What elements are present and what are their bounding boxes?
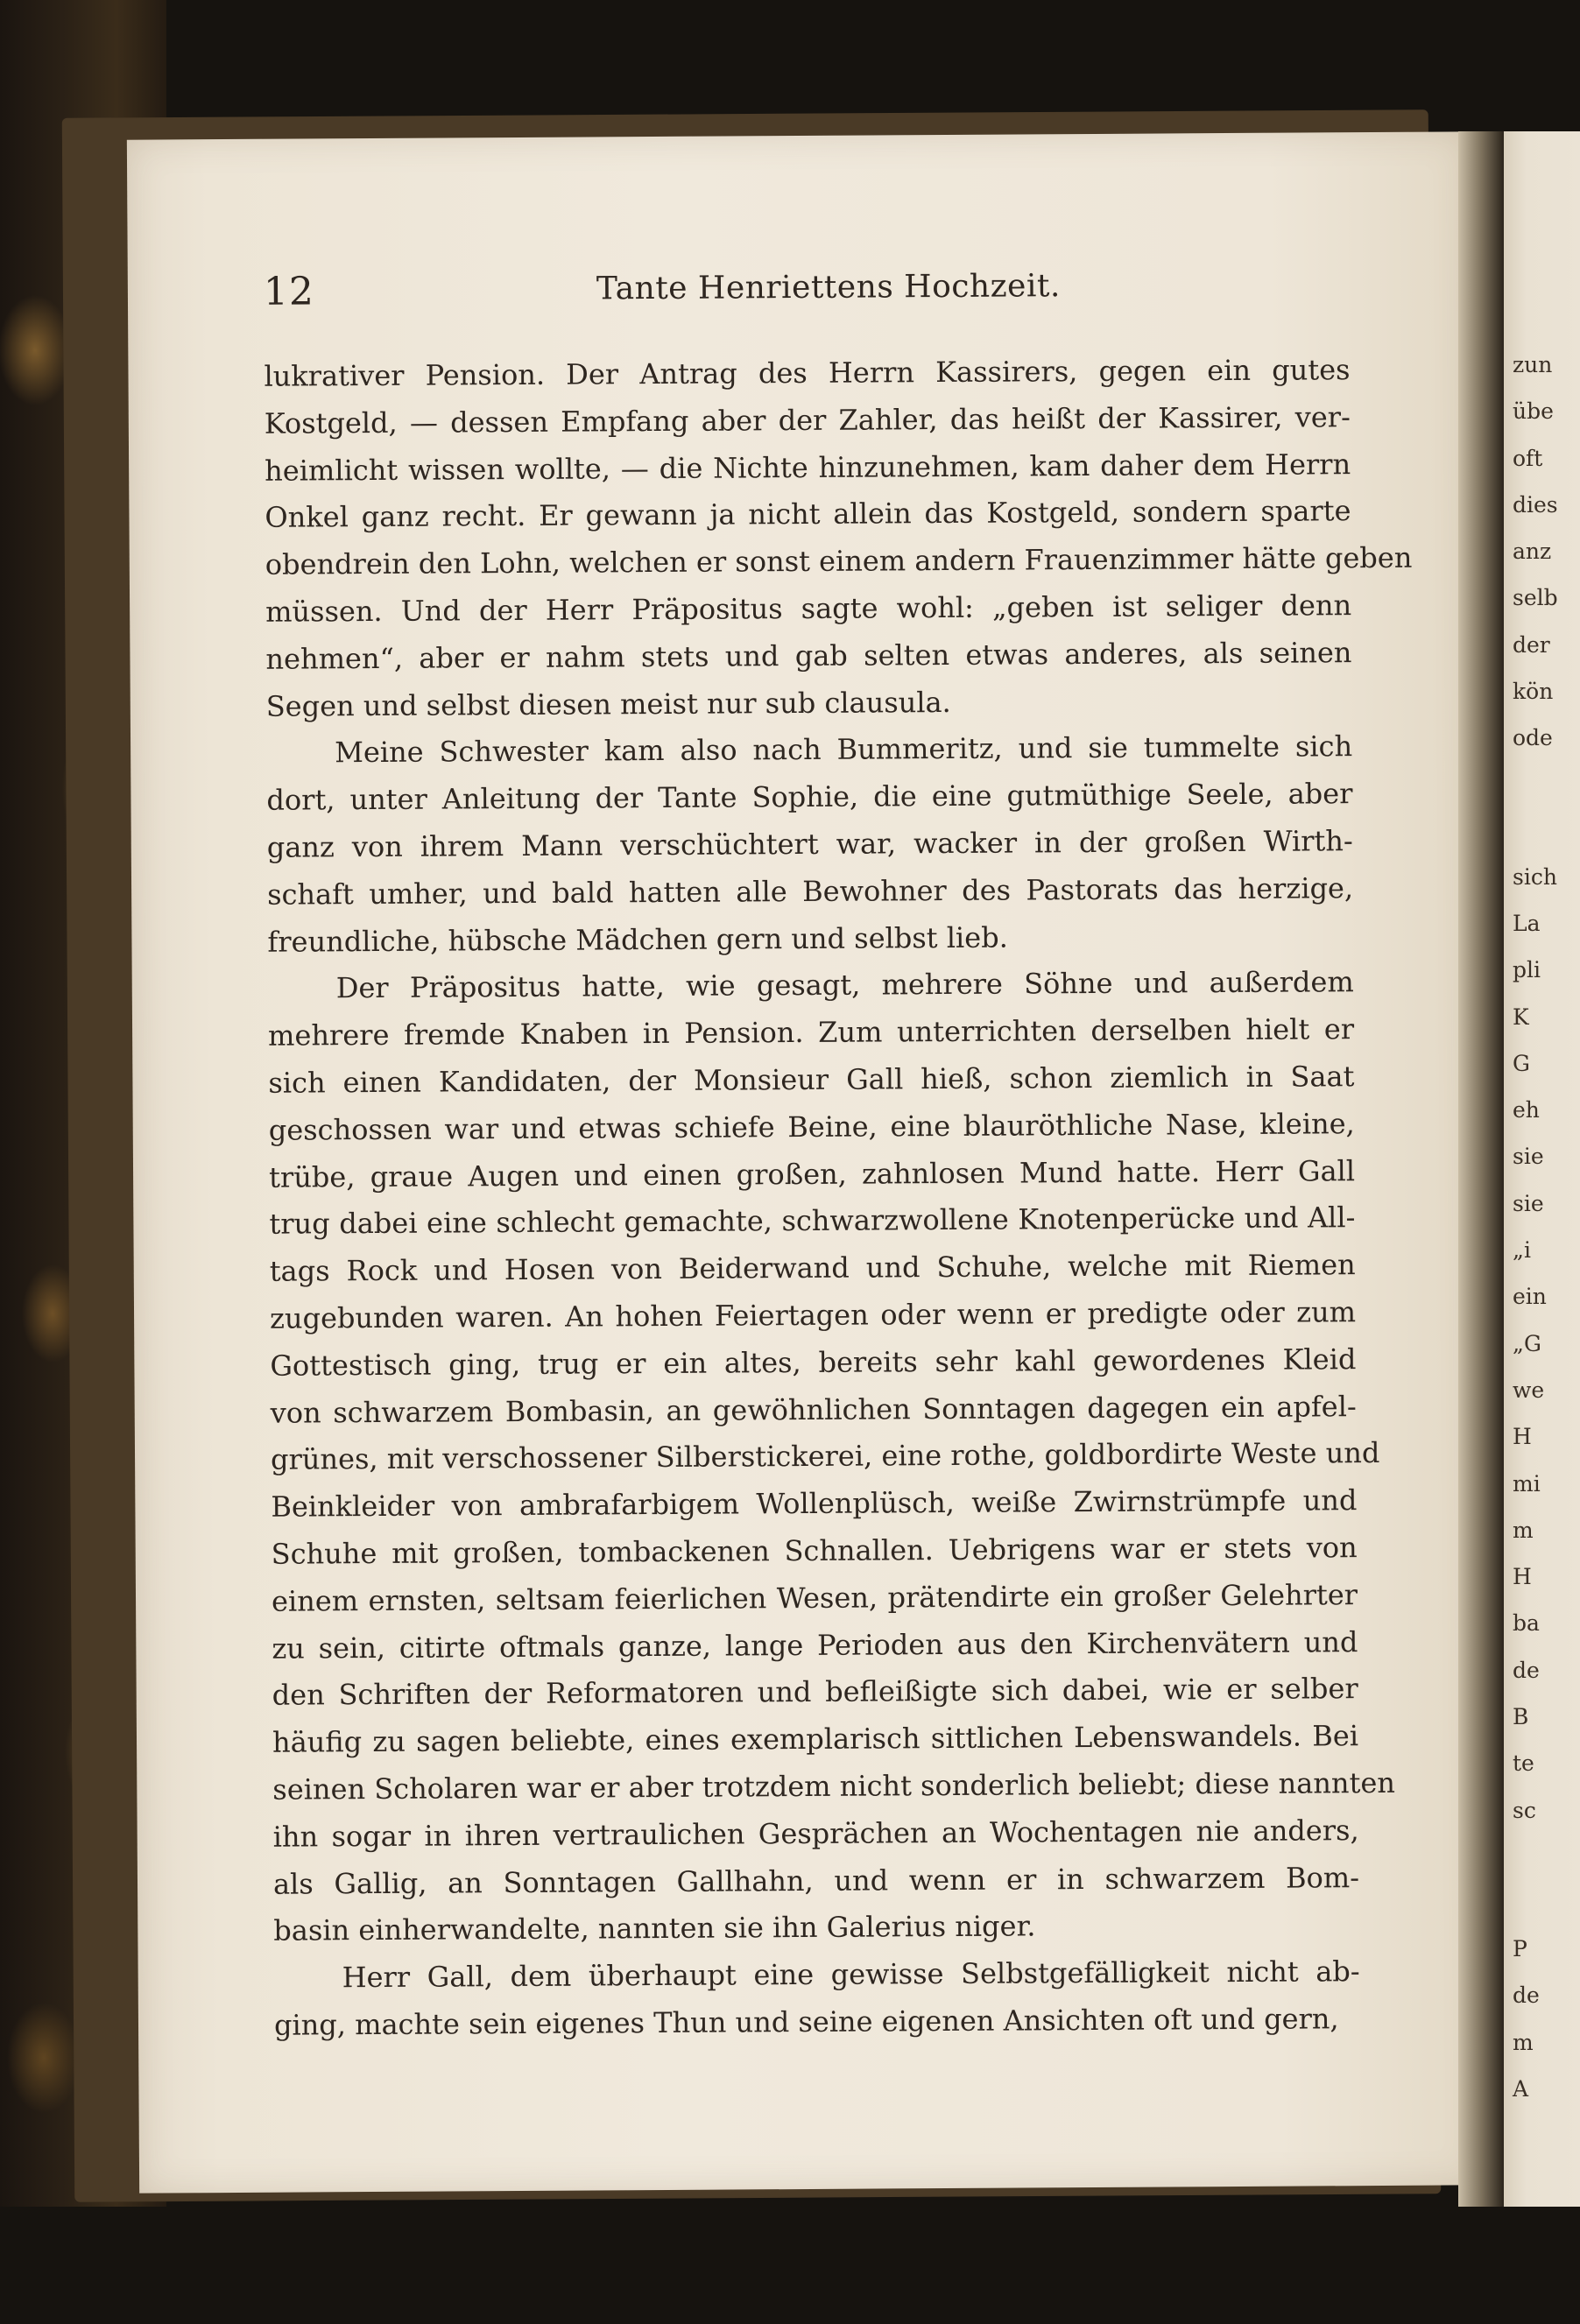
text-line: freundliche, hübsche Mädchen gern und selbst lieb.: [267, 920, 1008, 959]
text-line: grünes, mit verschossener Silberstickerei, eine rothe, goldbordirte Weste und: [270, 1436, 1380, 1477]
facing-page-edge: [1504, 131, 1580, 2207]
facing-page-fragment: sie: [1513, 1190, 1544, 1216]
facing-page-fragments: [1513, 342, 1580, 2112]
text-line: Schuhe mit großen, tombackenen Schnallen. Uebrigens war er stets von: [271, 1531, 1358, 1571]
running-title: Tante Henriettens Hochzeit.: [596, 268, 1061, 307]
running-head: [264, 250, 1351, 336]
background-strip: [0, 2207, 1580, 2324]
text-line: obendrein den Lohn, welchen er sonst einem andern Frauenzimmer hätte geben: [265, 540, 1413, 581]
text-line: trübe, graue Augen und einen großen, zahnlosen Mund hatte. Herr Gall: [268, 1153, 1356, 1194]
facing-page-fragment: „i: [1513, 1237, 1531, 1264]
text-line: häufig zu sagen beliebte, eines exemplarisch sittlichen Lebenswandels. Bei: [272, 1719, 1359, 1759]
text-line: müssen. Und der Herr Präpositus sagte wohl: „geben ist seliger denn: [265, 588, 1352, 629]
book-page: [127, 131, 1479, 2193]
facing-page-fragment: de: [1513, 1657, 1540, 1683]
facing-page-fragment: selb: [1513, 585, 1558, 611]
text-line: ging, machte sein eigenes Thun und seine eigenen Ansichten oft und gern,: [273, 2002, 1339, 2042]
text-line: von schwarzem Bombasin, an gewöhnlichen Sonntagen dagegen ein apfel-: [270, 1389, 1357, 1430]
text-line: sich einen Kandidaten, der Monsieur Gall hieß, schon ziemlich in Saat: [268, 1060, 1355, 1100]
text-line: Gottestisch ging, trug er ein altes, bereits sehr kahl gewordenes Kleid: [270, 1342, 1357, 1383]
text-line: trug dabei eine schlecht gemachte, schwarzwollene Knotenperücke und All-: [269, 1201, 1356, 1242]
text-line: als Gallig, an Sonntagen Gallhahn, und wenn er in schwarzem Bom-: [272, 1860, 1360, 1901]
text-line: Kostgeld, — dessen Empfang aber der Zahler, das heißt der Kassirer, ver-: [264, 399, 1351, 440]
text-line: seinen Scholaren war er aber trotzdem nicht sonderlich beliebt; diese nannten: [272, 1765, 1396, 1806]
facing-page-fragment: sie: [1513, 1144, 1544, 1170]
page-text-block: [263, 250, 1413, 2049]
text-line: zugebunden waren. An hohen Feiertagen oder wenn er predigte oder zum: [269, 1295, 1357, 1335]
facing-page-fragment: H: [1513, 1424, 1532, 1450]
paragraph: [267, 960, 1396, 1955]
facing-page-fragment: mi: [1513, 1470, 1541, 1497]
text-line: lukrativer Pension. Der Antrag des Herrn Kassirers, gegen ein gutes: [264, 353, 1351, 393]
text-line: schaft umher, und bald hatten alle Bewohner des Pastorats das herzige,: [267, 870, 1354, 912]
facing-page-fragment: kön: [1513, 679, 1554, 705]
facing-page-fragment: A: [1513, 2075, 1529, 2102]
fragment-gap: [1513, 1834, 1580, 1926]
facing-page-fragment: we: [1513, 1377, 1545, 1403]
text-line: Onkel ganz recht. Er gewann ja nicht allein das Kostgeld, sondern sparte: [265, 494, 1351, 535]
facing-page-fragment: sc: [1513, 1797, 1536, 1823]
body-text: [264, 347, 1413, 2049]
fragment-gap: [1513, 762, 1580, 854]
facing-page-fragment: ode: [1513, 725, 1553, 751]
text-line: tags Rock und Hosen von Beiderwand und Schuhe, welche mit Riemen: [269, 1248, 1356, 1288]
facing-page-fragment: zun: [1513, 352, 1553, 377]
facing-page-fragment: La: [1513, 910, 1541, 936]
text-line: Meine Schwester kam also nach Bummeritz, und sie tummelte sich: [335, 729, 1353, 770]
book-gutter: [1458, 131, 1504, 2207]
facing-page-fragment: m: [1513, 1517, 1534, 1543]
facing-page-fragment: te: [1513, 1750, 1534, 1777]
facing-page-fragment: H: [1513, 1564, 1532, 1590]
facing-page-fragment: ba: [1513, 1610, 1540, 1637]
text-line: zu sein, citirte oftmals ganze, lange Perioden aus den Kirchenvätern und: [272, 1624, 1358, 1666]
page-number: 12: [263, 269, 315, 314]
text-line: ihn sogar in ihren vertraulichen Gesprächen an Wochentagen nie anders,: [272, 1813, 1359, 1854]
facing-page-fragment: sich: [1513, 863, 1557, 890]
text-line: einem ernsten, seltsam feierlichen Wesen, prätendirte ein großer Gelehrter: [271, 1577, 1358, 1618]
facing-page-fragment: m: [1513, 2029, 1534, 2055]
text-line: heimlicht wissen wollte, — die Nichte hinzunehmen, kam daher dem Herrn: [265, 447, 1351, 488]
paragraph: [266, 724, 1354, 967]
text-line: dort, unter Anleitung der Tante Sophie, die eine gutmüthige Seele, aber: [266, 777, 1353, 817]
facing-page-fragment: K: [1513, 1004, 1529, 1030]
facing-page-fragment: P: [1513, 1935, 1527, 1961]
text-line: Der Präpositus hatte, wie gesagt, mehrere Söhne und außerdem: [335, 965, 1354, 1005]
facing-page-fragment: eh: [1513, 1097, 1540, 1123]
paragraph: [264, 347, 1413, 730]
text-line: mehrere fremde Knaben in Pension. Zum unterrichten derselben hielt er: [267, 1012, 1355, 1053]
facing-page-fragment: ein: [1513, 1284, 1547, 1310]
text-line: geschossen war und etwas schiefe Beine, eine blauröthliche Nase, kleine,: [268, 1106, 1355, 1147]
facing-page-fragment: de: [1513, 1982, 1540, 2009]
facing-page-fragment: oft: [1513, 445, 1543, 471]
facing-page-fragment: der: [1513, 631, 1550, 658]
facing-page-fragment: übe: [1513, 398, 1554, 425]
paragraph: [274, 1948, 1361, 2049]
text-line: nehmen“, aber er nahm stets und gab selten etwas anderes, als seinen: [265, 635, 1352, 676]
facing-page-fragment: anz: [1513, 539, 1552, 565]
facing-page-fragment: G: [1513, 1050, 1530, 1076]
text-line: basin einherwandelte, nannten sie ihn Galerius niger.: [273, 1909, 1036, 1948]
facing-page-fragment: dies: [1513, 491, 1558, 518]
facing-page-fragment: pli: [1513, 957, 1541, 983]
text-line: Herr Gall, dem überhaupt eine gewisse Selbstgefälligkeit nicht ab-: [342, 1954, 1360, 1995]
facing-page-fragment: „G: [1513, 1330, 1541, 1356]
text-line: Segen und selbst diesen meist nur sub clausula.: [265, 685, 951, 723]
text-line: Beinkleider von ambrafarbigem Wollenplüsch, weiße Zwirnstrümpfe und: [271, 1483, 1358, 1524]
text-line: den Schriften der Reformatoren und befleißigte sich dabei, wie er selber: [272, 1672, 1358, 1713]
facing-page-fragment: B: [1513, 1704, 1529, 1730]
text-line: ganz von ihrem Mann verschüchtert war, wacker in der großen Wirth-: [266, 824, 1353, 864]
